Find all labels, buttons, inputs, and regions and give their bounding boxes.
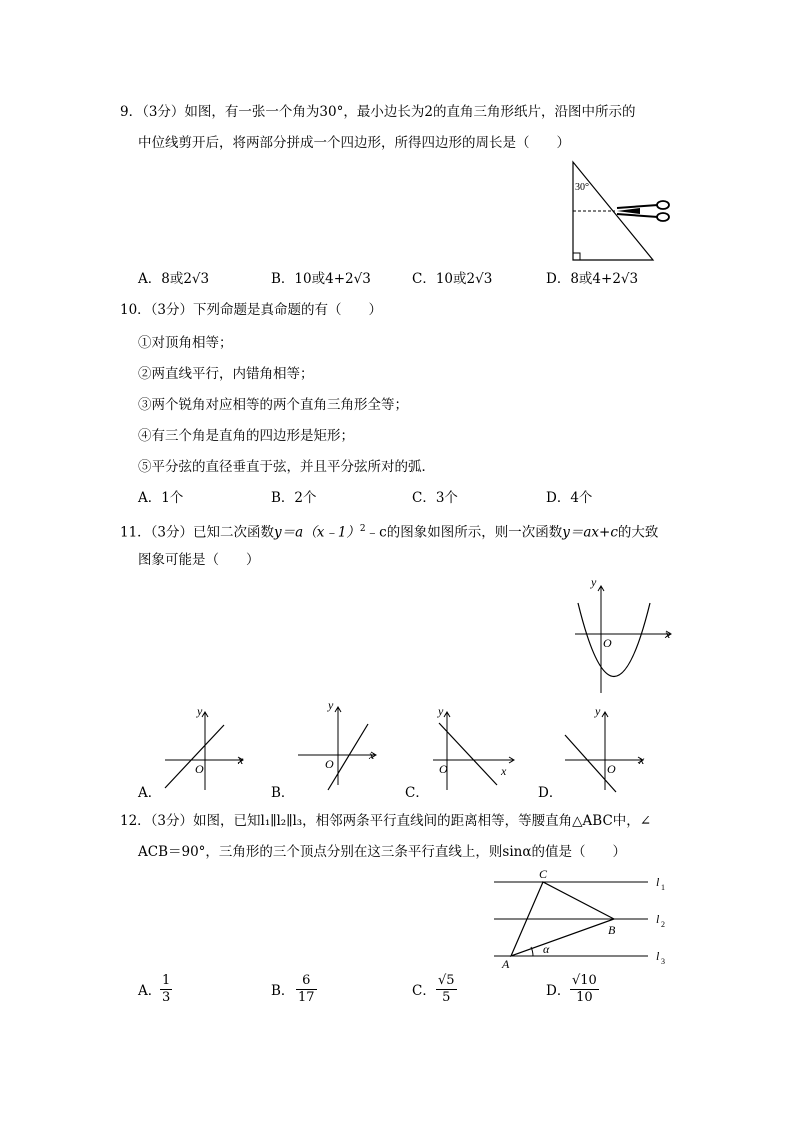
q12-stem-line1: 12．（3分）如图，已知l₁∥l₂∥l₃，相邻两条平行直线间的距离相等，等腰直角△ABC中，∠ (120, 813, 652, 829)
svg-text:y: y (328, 698, 334, 712)
q11-option-b-graph[interactable] (293, 700, 383, 795)
q9-angle-label: 30° (575, 182, 589, 193)
q10-stem: 10．（3分）下列命题是真命题的有（ ） (120, 302, 383, 318)
q11-parabola-graph (570, 575, 680, 700)
q11-option-b-label[interactable]: B． (271, 785, 295, 801)
q9-stem-line1: 9．（3分）如图，有一张一个角为30°，最小边长为2的直角三角形纸片，沿图中所示的 (120, 104, 636, 120)
q11-option-a-label[interactable]: A． (138, 785, 162, 801)
svg-text:l: l (656, 949, 660, 963)
q12-option-a-letter[interactable]: A． (138, 983, 162, 999)
q10-item-1: ①对顶角相等； (138, 335, 233, 351)
scissors-icon (617, 201, 669, 221)
q10-option-d[interactable]: D．4个 (546, 490, 593, 506)
q12-option-b-fraction[interactable]: $\frac{6}{17}$ (298, 973, 315, 1005)
q12-option-a-fraction[interactable]: $\frac{1}{3}$ (162, 973, 171, 1005)
svg-text:O: O (603, 636, 612, 650)
svg-text:2: 2 (661, 920, 665, 929)
q10-option-b[interactable]: B．2个 (271, 490, 317, 506)
svg-text:O: O (195, 762, 204, 776)
q10-item-5: ⑤平分弦的直径垂直于弦，并且平分弦所对的弧． (138, 459, 435, 475)
svg-text:O: O (607, 762, 616, 776)
q9-option-b[interactable]: B．10或4+2√3 (271, 271, 371, 287)
q10-item-3: ③两个锐角对应相等的两个直角三角形全等； (138, 397, 408, 413)
q12-option-b-letter[interactable]: B． (271, 983, 295, 999)
q9-option-a[interactable]: A．8或2√3 (138, 271, 210, 287)
svg-text:1: 1 (661, 883, 665, 892)
q11-stem-line2: 图象可能是（ ） (138, 552, 260, 568)
q9-option-c[interactable]: C．10或2√3 (412, 271, 493, 287)
q12-option-c-letter[interactable]: C． (412, 983, 436, 999)
svg-text:x: x (501, 764, 507, 778)
q10-item-2: ②两直线平行，内错角相等； (138, 366, 314, 382)
svg-text:O: O (325, 757, 334, 771)
svg-text:x: x (369, 748, 375, 762)
svg-text:y: y (591, 575, 597, 589)
q11-option-c-graph[interactable] (425, 705, 520, 795)
svg-text:l: l (656, 912, 660, 926)
q12-option-d-fraction[interactable]: $\frac{√10}{10}$ (572, 973, 597, 1005)
svg-text:y: y (197, 704, 203, 718)
q11-option-a-graph[interactable] (160, 705, 250, 795)
svg-text:O: O (439, 762, 448, 776)
q10-option-a[interactable]: A．1个 (138, 490, 184, 506)
svg-text:y: y (438, 704, 444, 718)
svg-text:x: x (238, 753, 244, 767)
q9-option-d[interactable]: D．8或4+2√3 (546, 271, 639, 287)
svg-text:C: C (539, 867, 548, 881)
q11-option-c-label[interactable]: C． (405, 785, 429, 801)
q12-stem-line2: ACB＝90°，三角形的三个顶点分别在这三条平行直线上，则sinα的值是（ ） (138, 844, 626, 860)
q12-option-d-letter[interactable]: D． (546, 983, 571, 999)
svg-text:A: A (502, 957, 510, 971)
q9-stem-line2: 中位线剪开后，将两部分拼成一个四边形，所得四边形的周长是（ ） (138, 135, 570, 151)
svg-text:α: α (543, 942, 550, 956)
svg-text:l: l (656, 875, 660, 889)
q11-option-d-graph[interactable] (560, 705, 650, 795)
q11-option-d-label[interactable]: D． (538, 785, 563, 801)
svg-text:x: x (639, 753, 645, 767)
svg-text:y: y (595, 704, 601, 718)
svg-text:3: 3 (661, 957, 665, 966)
q12-option-c-fraction[interactable]: $\frac{√5}{5}$ (438, 973, 455, 1005)
q9-triangle-figure (560, 158, 680, 264)
svg-text:B: B (608, 923, 616, 937)
q11-stem-line1: 11．（3分）已知二次函数y＝a（x﹣1）$^2$﹣c的图象如图所示，则一次函数y＝ax+c的大致 (120, 524, 659, 541)
q12-parallel-lines-figure (488, 862, 678, 972)
q10-item-4: ④有三个角是直角的四边形是矩形； (138, 428, 354, 444)
q10-option-c[interactable]: C．3个 (412, 490, 458, 506)
svg-text:x: x (665, 627, 671, 641)
